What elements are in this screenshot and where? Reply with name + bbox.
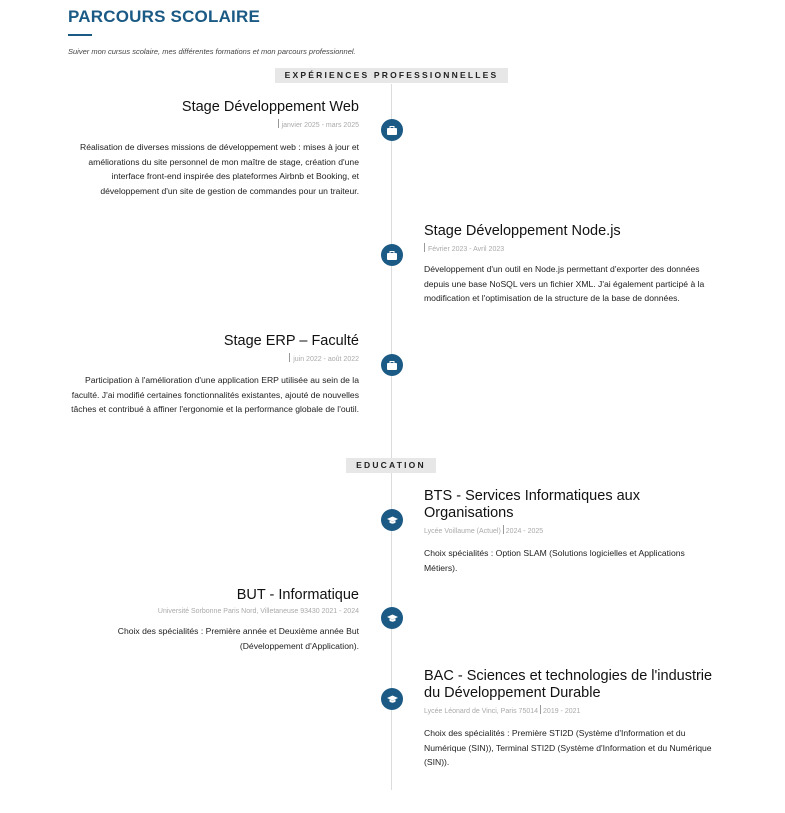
timeline-entry-education [424, 488, 714, 575]
timeline-entry-experience [69, 333, 359, 417]
graduation-cap-icon [381, 607, 403, 629]
entry-description: Participation à l'amélioration d'une application ERP utilisée au sein de la faculté. J'ai modifié certaines fonctionnalités existantes, ajouté de nouvelles tâches et contribué à affiner l'ergonomie et la performance globale de l'outil. [71, 375, 359, 414]
entry-description: Développement d'un outil en Node.js permettant d'exporter des données depuis une base NoSQL vers un fichier XML. J'ai également participé à la modification et l'optimisation de la structure de la base de données. [424, 264, 705, 303]
entry-date: juin 2022 - août 2022 [69, 353, 359, 364]
entry-school: Université Sorbonne Paris Nord, Villetaneuse 93430 [157, 608, 320, 615]
page-subtitle: Suiver mon cursus scolaire, mes différentes formations et mon parcours professionnel. [68, 47, 356, 56]
entry-title: Stage ERP – Faculté [223, 333, 359, 349]
entry-description: Réalisation de diverses missions de développement web : mises à jour et améliorations du site personnel de mon maître de stage, création d'une interface front-end inspirée des plateformes Airbnb et Booking, et développement d'un site de gestion de commandes pour un traiteur. [80, 142, 359, 196]
meta-separator [503, 525, 504, 534]
timeline-line [391, 84, 392, 790]
briefcase-icon [381, 119, 403, 141]
entry-description: Choix spécialités : Option SLAM (Solutions logicielles et Applications Métiers). [424, 548, 685, 573]
meta-separator [289, 353, 290, 362]
entry-date: 2024 - 2025 [505, 528, 544, 535]
entry-title: BAC - Sciences et technologies de l'industrie du Développement Durable [424, 668, 713, 701]
timeline-entry-experience [69, 99, 359, 198]
entry-meta [424, 705, 714, 716]
entry-date: janvier 2025 - mars 2025 [69, 119, 359, 130]
entry-description: Choix des spécialités : Première STI2D (Système d'Information et du Numérique (SIN)), Terminal STI2D (Système d'Information et du Numérique (SIN)). [424, 728, 712, 767]
section-label-education: EDUCATION [346, 458, 436, 473]
page-title: PARCOURS SCOLAIRE [68, 7, 260, 26]
entry-school: Lycée Voillaume (Actuel) [424, 528, 501, 535]
timeline-entry-experience [424, 223, 714, 306]
entry-school: Lycée Léonard de Vinci, Paris 75014 [424, 708, 539, 715]
entry-meta [69, 607, 359, 616]
entry-date: Février 2023 - Avril 2023 [424, 243, 714, 254]
meta-separator [424, 243, 425, 252]
graduation-cap-icon [381, 509, 403, 531]
timeline-entry-education [69, 587, 359, 653]
entry-title: Stage Développement Web [181, 99, 359, 115]
meta-separator [278, 119, 279, 128]
entry-meta [424, 525, 714, 536]
entry-date: 2021 - 2024 [321, 608, 359, 615]
entry-title: Stage Développement Node.js [424, 223, 621, 239]
title-underline [68, 34, 92, 36]
timeline-entry-education [424, 668, 714, 770]
entry-title: BTS - Services Informatiques aux Organisations [424, 488, 640, 521]
entry-date: 2019 - 2021 [543, 708, 581, 715]
entry-description: Choix des spécialités : Première année et Deuxième année But (Développement d'Application). [117, 626, 359, 651]
graduation-cap-icon [381, 688, 403, 710]
section-label-experiences: EXPÉRIENCES PROFESSIONNELLES [275, 68, 508, 83]
briefcase-icon [381, 244, 403, 266]
briefcase-icon [381, 354, 403, 376]
entry-title: BUT - Informatique [236, 587, 359, 603]
meta-separator [540, 705, 541, 714]
